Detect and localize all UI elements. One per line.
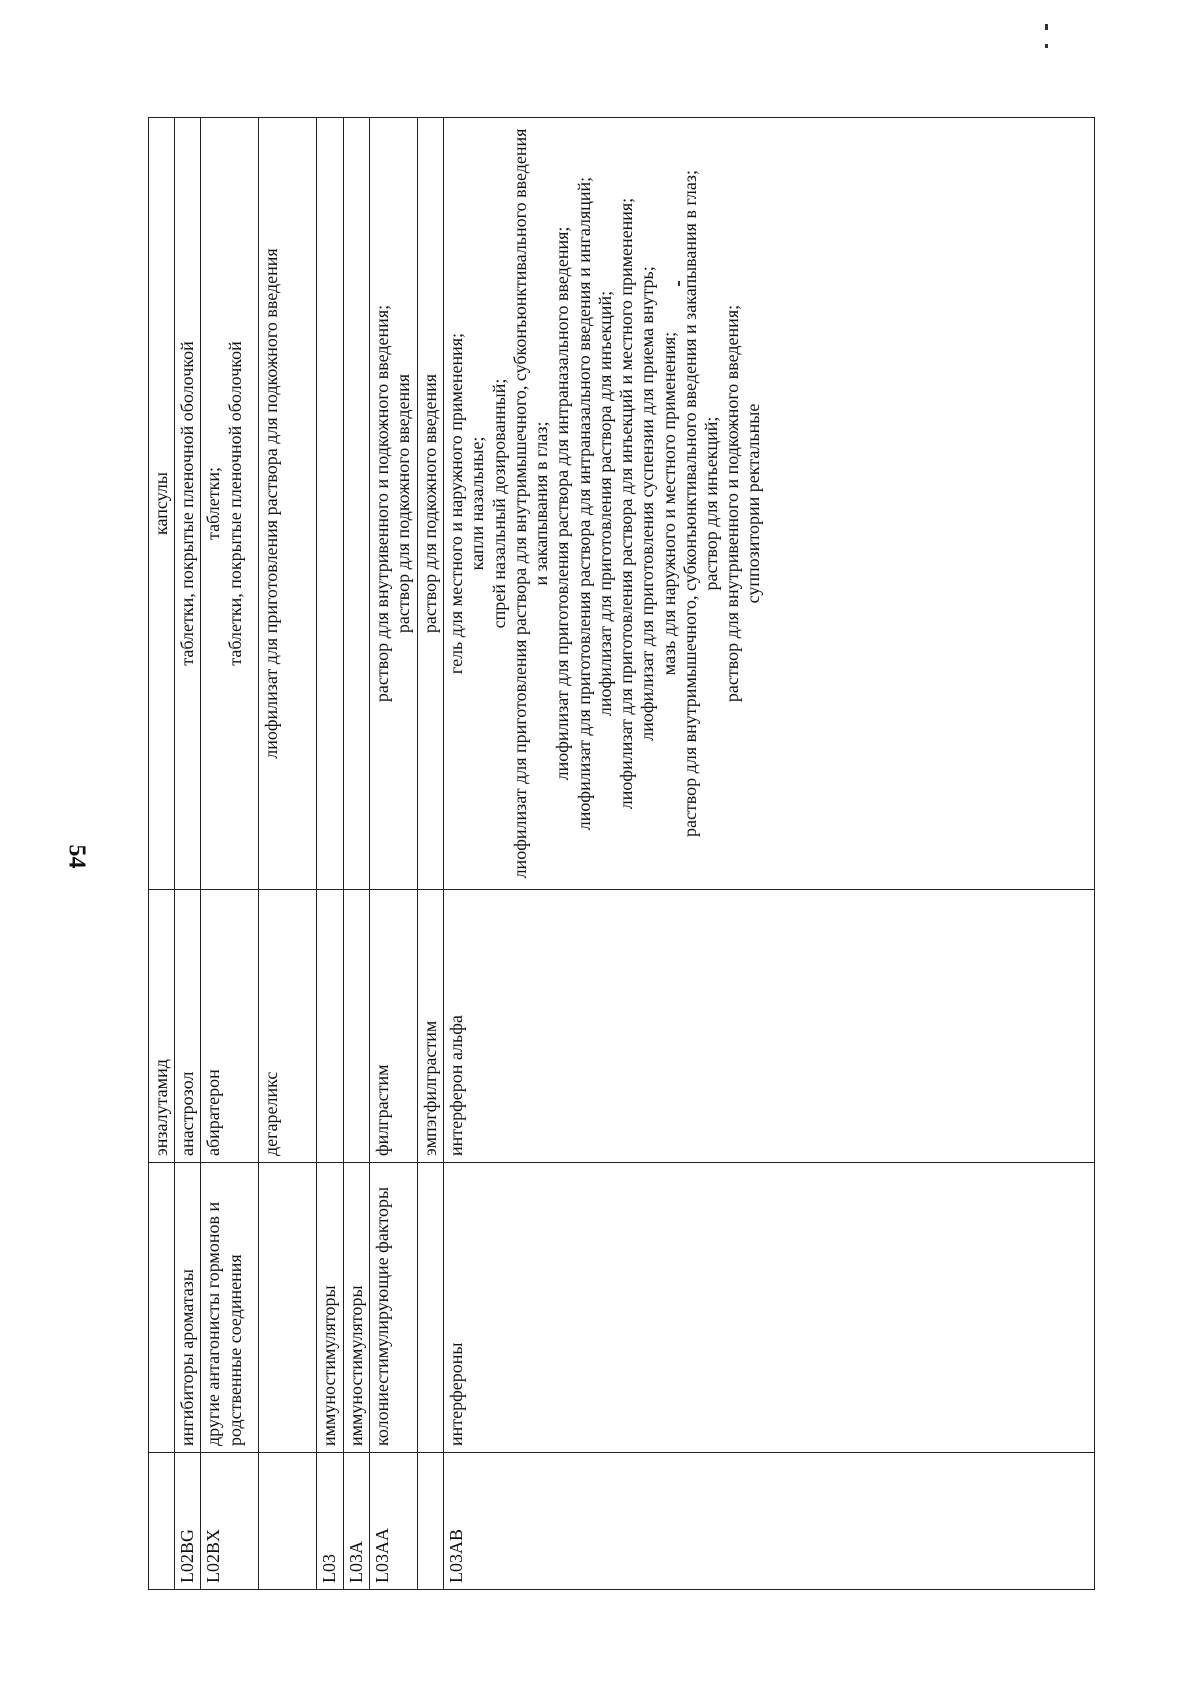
- dosage-form-cell: [369, 118, 417, 890]
- dosage-form-cell: [317, 118, 343, 890]
- drug-name-cell: интерферон альфа: [444, 890, 1095, 1163]
- dosage-form-cell: [343, 118, 369, 890]
- dosage-form-line: раствор для внутримышечного, субконъюнктивального введения и закапывания в глаз;: [679, 169, 700, 838]
- dosage-form-line: лиофилизат для приготовления раствора для инъекций;: [594, 290, 615, 717]
- drug-name-cell: эмпэгфилграстим: [417, 890, 443, 1163]
- dosage-form-line: лиофилизат для приготовления раствора для интраназального введения;: [552, 226, 573, 781]
- dosage-form-cell: [417, 118, 443, 890]
- dosage-form-line: таблетки;: [203, 467, 224, 541]
- atc-code-cell: [417, 1453, 443, 1590]
- dosage-form-line: капсулы: [151, 472, 171, 535]
- pharmacological-group-cell: другие антагонисты гормонов и родственные соединения: [201, 1163, 259, 1453]
- drug-name-cell: [343, 890, 369, 1163]
- scan-speck: [1045, 24, 1048, 30]
- dosage-form-line: раствор для внутривенного и подкожного введения;: [722, 304, 743, 703]
- atc-code-cell: [149, 1453, 175, 1590]
- dosage-form-cell: [201, 118, 259, 890]
- table-row: [201, 118, 259, 1590]
- drug-name-cell: абиратерон: [201, 890, 259, 1163]
- dosage-form-line: раствор для подкожного введения: [419, 373, 440, 634]
- drug-name-cell: энзалутамид: [149, 890, 175, 1163]
- table-row: [317, 118, 343, 1590]
- scan-speck: [678, 281, 680, 286]
- drug-name-cell: дегареликс: [259, 890, 317, 1163]
- dosage-form-line: лиофилизат для приготовления суспензии для приема внутрь;: [637, 266, 658, 741]
- dosage-form-line: таблетки, покрытые пленочной оболочкой: [177, 341, 198, 666]
- atc-code-cell: L02BG: [175, 1453, 201, 1590]
- pharmacological-group-cell: иммуностимуляторы: [317, 1163, 343, 1453]
- table-row: [444, 118, 1095, 1590]
- scan-speck: [1045, 44, 1048, 48]
- atc-code-cell: [259, 1453, 317, 1590]
- drug-name-cell: филграстим: [369, 890, 417, 1163]
- atc-code-cell: L03A: [343, 1453, 369, 1590]
- drug-table: [148, 117, 1095, 1590]
- pharmacological-group-cell: иммуностимуляторы: [343, 1163, 369, 1453]
- pharmacological-group-cell: [417, 1163, 443, 1453]
- table-row: [343, 118, 369, 1590]
- dosage-form-line: лиофилизат для приготовления раствора для инъекций и местного применения;: [616, 197, 637, 810]
- atc-code-cell: L03AB: [444, 1453, 1095, 1590]
- dosage-form-line: лиофилизат для приготовления раствора для внутримышечного, субконъюнктивального введения и закапывания в глаз;: [509, 128, 552, 879]
- pharmacological-group-cell: [259, 1163, 317, 1453]
- dosage-form-cell: [149, 118, 175, 890]
- dosage-form-line: раствор для внутривенного и подкожного введения;: [371, 304, 392, 703]
- dosage-form-line: раствор для инъекций;: [700, 416, 721, 591]
- table-row: [149, 118, 175, 1590]
- dosage-form-line: мазь для наружного и местного применения;: [658, 331, 679, 676]
- atc-code-cell: L03AA: [369, 1453, 417, 1590]
- dosage-form-line: спрей назальный дозированный;: [488, 378, 509, 629]
- table-body: [149, 118, 1095, 1590]
- dosage-form-line: раствор для подкожного введения: [393, 373, 414, 634]
- pharmacological-group-cell: интерфероны: [444, 1163, 1095, 1453]
- dosage-form-line: гель для местного и наружного применения;: [446, 332, 467, 675]
- pharmacological-group-cell: [149, 1163, 175, 1453]
- rotated-table-container: [148, 128, 1048, 1590]
- pharmacological-group-cell: колониестимулирующие факторы: [369, 1163, 417, 1453]
- dosage-form-cell: [444, 118, 1095, 890]
- pharmacological-group-cell: ингибиторы ароматазы: [175, 1163, 201, 1453]
- dosage-form-line: суппозитории ректальные: [743, 403, 764, 604]
- table-row: [259, 118, 317, 1590]
- dosage-form-cell: [175, 118, 201, 890]
- page-number: 54: [63, 844, 90, 869]
- dosage-form-line: лиофилизат для приготовления раствора для подкожного введения: [261, 248, 282, 759]
- atc-code-cell: L03: [317, 1453, 343, 1590]
- drug-name-cell: [317, 890, 343, 1163]
- dosage-form-line: таблетки, покрытые пленочной оболочкой: [224, 341, 245, 666]
- dosage-form-cell: [259, 118, 317, 890]
- table-row: [417, 118, 443, 1590]
- table-row: [175, 118, 201, 1590]
- table-row: [369, 118, 417, 1590]
- dosage-form-line: лиофилизат для приготовления раствора для интраназального введения и ингаляций;: [573, 176, 594, 831]
- drug-name-cell: анастрозол: [175, 890, 201, 1163]
- dosage-form-line: капли назальные;: [467, 436, 488, 571]
- atc-code-cell: L02BX: [201, 1453, 259, 1590]
